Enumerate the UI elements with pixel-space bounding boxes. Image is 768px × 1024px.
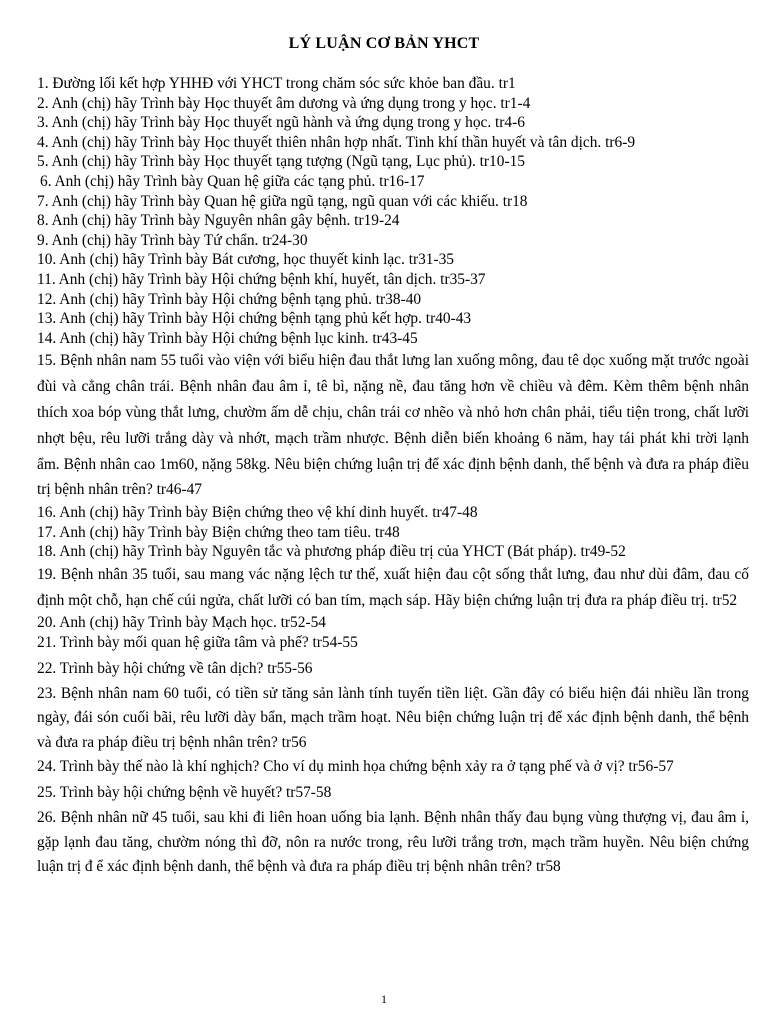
list-item: 1. Đường lối kết hợp YHHĐ với YHCT trong chăm sóc sức khỏe ban đầu. tr1 bbox=[37, 75, 516, 92]
list-item: 19. Bệnh nhân 35 tuổi, sau mang vác nặng lệch tư thế, xuất hiện đau cột sống thắt lưng, đau như dùi đâm, đau cố định một chỗ, hạn chế cúi ngửa, chất lưỡi có ban tím, mạch sáp. Hãy biện chứng luận trị đưa ra pháp điều trị. tr52 bbox=[37, 565, 749, 609]
list-item: 5. Anh (chị) hãy Trình bày Học thuyết tạng tượng (Ngũ tạng, Lục phủ). tr10-15 bbox=[37, 153, 525, 171]
list-item: 6. Anh (chị) hãy Trình bày Quan hệ giữa các tạng phủ. tr16-17 bbox=[40, 172, 425, 190]
list-item: 23. Bệnh nhân nam 60 tuổi, có tiền sử tăng sản lành tính tuyến tiền liệt. Gần đây có biểu hiện đái nhiều lần trong ngày, đái són cuối bãi, rêu lưỡi dày bẩn, mạch trầm hoạt. Nêu biện chứng luận trị để xác định bệnh danh, thể bệnh và đưa ra pháp điều trị bệnh nhân trên? tr56 bbox=[37, 684, 749, 751]
list-item: 20. Anh (chị) hãy Trình bày Mạch học. tr52-54 bbox=[37, 614, 326, 632]
list-item: 15. Bệnh nhân nam 55 tuổi vào viện với biểu hiện đau thắt lưng lan xuống mông, đau tê dọc xuống mặt trước ngoài đùi và cẳng chân trái. Bệnh nhân đau âm ỉ, tê bì, nặng nề, đau tăng hơn về chiều và đêm. Kèm thêm bệnh nhân thích xoa bóp vùng thắt lưng, chườm ấm dễ chịu, chân trái cơ nhẽo và nhỏ hơn chân phải, tiểu tiện trong, chất lưỡi nhợt bệu, rêu lưỡi trắng dày và nhớt, mạch trầm nhược. Bệnh diễn biến khoảng 6 năm, hay tái phát khi trời lạnh ẩm. Bệnh nhân cao 1m60, nặng 58kg. Nêu biện chứng luận trị để xác định bệnh danh, thể bệnh và đưa ra pháp điều trị bệnh nhân trên? tr46-47 bbox=[37, 352, 749, 499]
list-item: 12. Anh (chị) hãy Trình bày Hội chứng bệnh tạng phủ. tr38-40 bbox=[37, 290, 422, 308]
list-item: 24. Trình bày thế nào là khí nghịch? Cho ví dụ minh họa chứng bệnh xảy ra ở tạng phế và ở vị? tr56-57 bbox=[37, 758, 674, 776]
list-item: 22. Trình bày hội chứng về tân dịch? tr55-56 bbox=[37, 659, 313, 677]
list-item: 16. Anh (chị) hãy Trình bày Biện chứng theo vệ khí dinh huyết. tr47-48 bbox=[37, 504, 478, 522]
list-item: 13. Anh (chị) hãy Trình bày Hội chứng bệnh tạng phủ kết hợp. tr40-43 bbox=[37, 310, 472, 328]
list-item: 3. Anh (chị) hãy Trình bày Học thuyết ngũ hành và ứng dụng trong y học. tr4-6 bbox=[37, 114, 525, 132]
list-item: 4. Anh (chị) hãy Trình bày Học thuyết thiên nhân hợp nhất. Tinh khí thần huyết và tân dịch. tr6-9 bbox=[37, 133, 636, 151]
list-item: 8. Anh (chị) hãy Trình bày Nguyên nhân gây bệnh. tr19-24 bbox=[37, 212, 400, 230]
list-item: 11. Anh (chị) hãy Trình bày Hội chứng bệnh khí, huyết, tân dịch. tr35-37 bbox=[37, 270, 486, 288]
list-item: 2. Anh (chị) hãy Trình bày Học thuyết âm dương và ứng dụng trong y học. tr1-4 bbox=[37, 94, 531, 112]
list-item: 10. Anh (chị) hãy Trình bày Bát cương, học thuyết kinh lạc. tr31-35 bbox=[37, 251, 455, 269]
list-item: 14. Anh (chị) hãy Trình bày Hội chứng bệnh lục kinh. tr43-45 bbox=[37, 329, 418, 347]
list-item: 18. Anh (chị) hãy Trình bày Nguyên tắc và phương pháp điều trị của YHCT (Bát pháp). tr49-52 bbox=[37, 543, 626, 561]
list-item: 9. Anh (chị) hãy Trình bày Tứ chẩn. tr24-30 bbox=[37, 231, 308, 249]
list-item: 7. Anh (chị) hãy Trình bày Quan hệ giữa ngũ tạng, ngũ quan với các khiếu. tr18 bbox=[37, 192, 528, 210]
list-item: 25. Trình bày hội chứng bệnh về huyết? tr57-58 bbox=[37, 784, 332, 802]
list-item: 26. Bệnh nhân nữ 45 tuổi, sau khi đi liên hoan uống bia lạnh. Bệnh nhân thấy đau bụng vùng thượng vị, đau âm ỉ, gặp lạnh đau tăng, chườm nóng thì đỡ, nôn ra nước trong, rêu lưỡi trắng trơn, mạch trầm huyền. Nêu biện chứng luận trị đ ể xác định bệnh danh, thể bệnh và đưa ra pháp điều trị bệnh nhân trên? tr58 bbox=[37, 809, 749, 876]
page-title: LÝ LUẬN CƠ BẢN YHCT bbox=[288, 35, 480, 52]
page-number: 1 bbox=[381, 992, 387, 1006]
list-item: 21. Trình bày mối quan hệ giữa tâm và phế? tr54-55 bbox=[37, 634, 358, 652]
question-list bbox=[37, 74, 749, 880]
list-item: 17. Anh (chị) hãy Trình bày Biện chứng theo tam tiêu. tr48 bbox=[37, 523, 400, 541]
